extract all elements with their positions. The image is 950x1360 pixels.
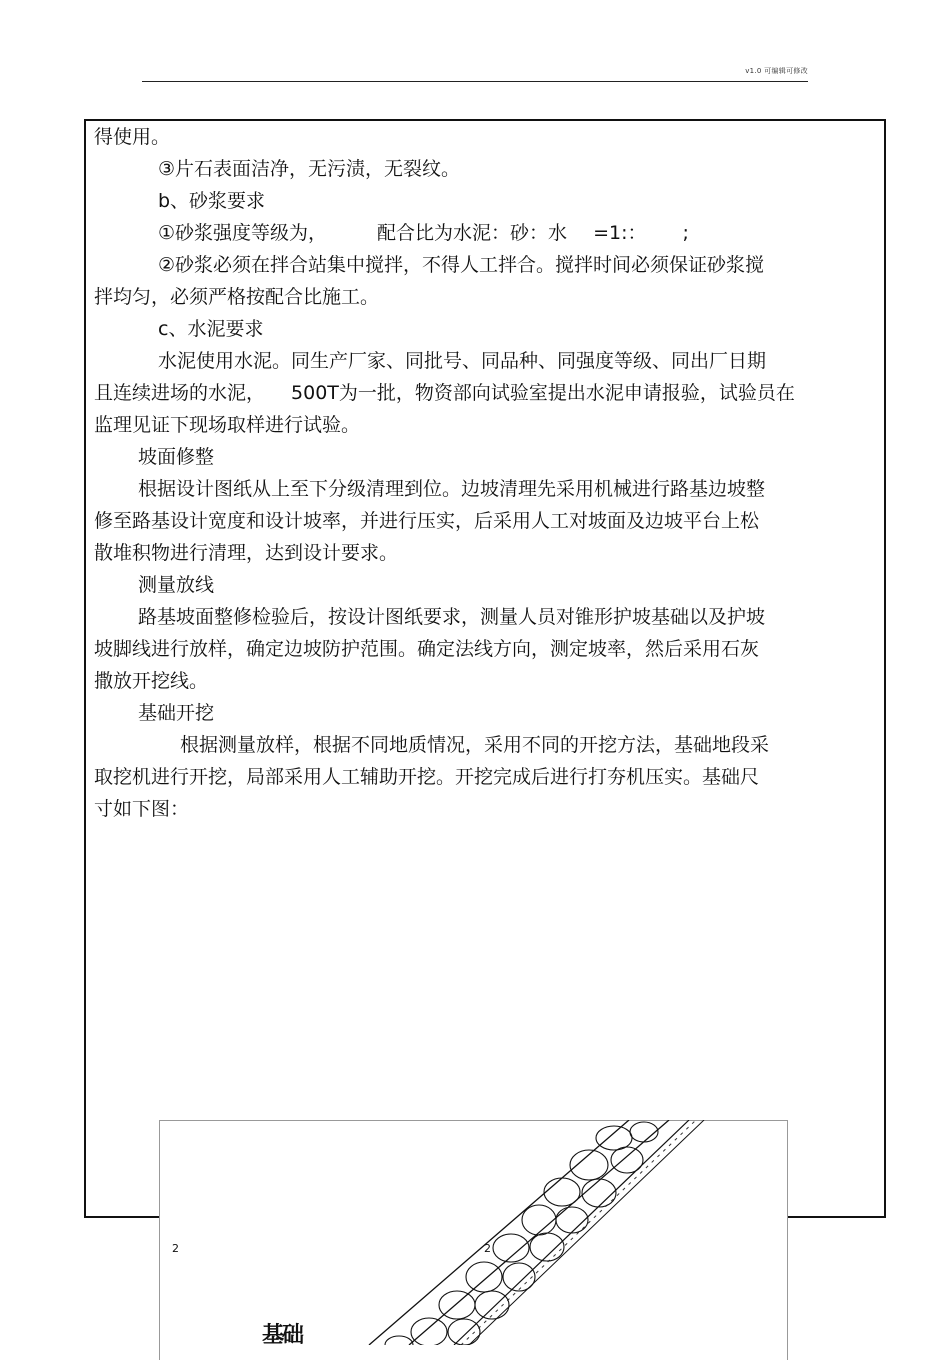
header-divider [142,81,808,82]
section-heading-excavation: 基础开挖 [138,702,215,724]
text-line: 监理见证下现场取样进行试验。 [94,414,361,436]
text-fragment: ; [682,222,689,244]
text-line: 寸如下图： [94,798,190,820]
section-heading-cement: c、水泥要求 [158,318,264,340]
text-fragment: =1:： [593,222,647,244]
text-line: 水泥使用水泥。同生产厂家、同批号、同品种、同强度等级、同出厂日期 [158,350,767,372]
text-line: 坡脚线进行放样，确定边坡防护范围。确定法线方向，测定坡率，然后采用石灰 [94,638,760,660]
text-line: 得使用。 [94,126,171,148]
section-heading-slope-trimming: 坡面修整 [138,446,215,468]
figure-dimension-label: 2 [172,1242,179,1255]
document-body [94,121,854,825]
text-line: 拌均匀，必须严格按配合比施工。 [94,286,380,308]
text-line: 散堆积物进行清理，达到设计要求。 [94,542,399,564]
figure-dimension-label: 2 [484,1242,491,1255]
header-version-note: v1.0 可编辑可修改 [745,67,808,75]
slope-protection-drawing [159,1120,788,1345]
figure-caption-stamp: 基础 [262,1322,303,1348]
text-fragment: 配合比为水泥：砂：水 [377,222,568,244]
text-fragment: ①砂浆强度等级为， [158,222,328,244]
text-line: ③片石表面洁净，无污渍，无裂纹。 [158,158,461,180]
text-line: 修至路基设计宽度和设计坡率，并进行压实，后采用人工对坡面及边坡平台上松 [94,510,760,532]
text-line: 根据测量放样，根据不同地质情况，采用不同的开挖方法，基础地段采 [180,734,770,756]
text-line: 撒放开挖线。 [94,670,209,692]
text-line: 根据设计图纸从上至下分级清理到位。边坡清理先采用机械进行路基边坡整 [138,478,766,500]
text-line: ②砂浆必须在拌合站集中搅拌，不得人工拌合。搅拌时间必须保证砂浆搅 [158,254,765,276]
text-line-mortar-grade [94,217,854,249]
section-heading-mortar: b、砂浆要求 [158,190,266,212]
text-fragment: 500T为一批，物资部向试验室提出水泥申请报验，试验员在 [291,382,795,404]
section-heading-survey: 测量放线 [138,574,215,596]
text-fragment: 且连续进场的水泥， [94,382,266,404]
text-line: 路基坡面整修检验后，按设计图纸要求，测量人员对锥形护坡基础以及护坡 [138,606,766,628]
text-line [94,377,854,409]
text-line: 取挖机进行开挖，局部采用人工辅助开挖。开挖完成后进行打夯机压实。基础尺 [94,766,760,788]
